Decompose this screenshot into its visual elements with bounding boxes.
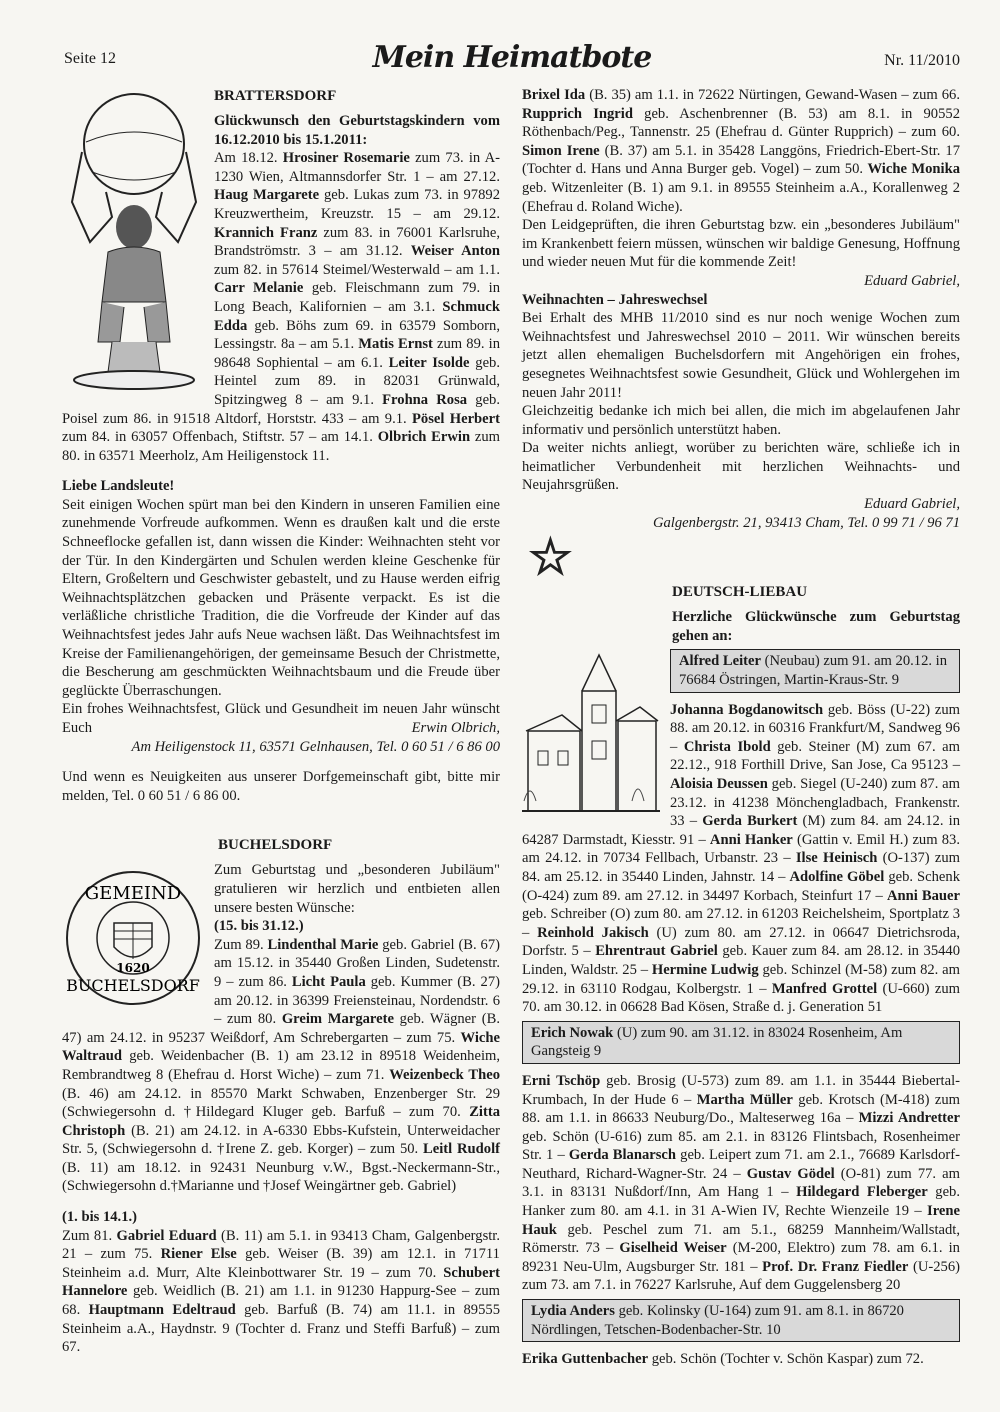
brattersdorf-heading-block <box>212 86 500 149</box>
deutschliebau-birthday-list-2: Erni Tschöp geb. Brosig (U-573) zum 89. am 1.1. in 35444 Biebertal-Krumbach, In der Hude 6 – Martha Müller geb. Krotsch (M-418) zum 88. am 1.1. in 86633 Neuburg/Do., Malteserweg 16a – Mizzi Andretter geb. Schön (U-616) zum 85. am 2.1. in 83126 Flintsbach, Rosenheimer Str. 1 – Gerda Blanarsch geb. Leipert zum 71. am 2.1., 76689 Karlsdorf-Neuthard, Richard-Wagner-Str. 24 – Gustav Gödel (O-81) zum 77. am 3.1. in 83131 Nußdorf/Inn, Am Hang 1 – Hildegard Fleberger geb. Hanker zum 80. am 4.1. in 31 A-Wien IV, Rechte Wienzeile 19 – Irene Hauk geb. Peschel zum 71. am 5.1., 68259 Mannheim/Wallstadt, Römerstr. 73 – Giselheid Weiser (M-200, Elektro) zum 78. am 6.1. in 89231 Neu-Ulm, Augsburger Str. 181 – Prof. Dr. Franz Fiedler (U-256) zum 73. am 7.1. in 76227 Karlsruhe, Auf dem Guggelensberg 20 <box>522 1072 960 1294</box>
person-name: Olbrich Erwin <box>377 429 471 446</box>
buchelsdorf-intro: Zum Geburtstag und „besonderen Jubiläum" gratulieren wir herzlich und entbieten allen unsere besten Wünsche: <box>214 862 500 916</box>
person-name: Reinhold Jakisch <box>537 924 649 941</box>
buchelsdorf-birthday-list-1: Zum 89. Lindenthal Marie geb. Gabriel (B. 67) am 15.12. in 35440 Großen Linden, Sudetenstr. 9 – zum 86. Licht Paula geb. Kummer (B. 27) am 20.12. in 36399 Freiensteinau, Nordendstr. 6 – zum 80. Greim Margarete geb. Wägner (B. 47) am 24.12. in 95237 Weißdorf, Am Schrebergarten – zum 75. Wiche Waltraud geb. Weidenbacher (B. 1) am 23.12 in 89518 Weidenheim, Rembrandtweg 8 (Ehefrau d. Horst Wiche) – zum 71. Weizenbeck Theo (B. 46) am 24.12. in 85570 Markt Schwaben, Enzenberger Str. 29 (Schwiegersohn d. †Hildegard Kluger geb. Barfuß – zum 70. Zitta Christoph (B. 21) am 24.12. in A-6330 Ebbs-Kufstein, Unterweidacher Str. 5, (Schwiegersohn d. †Irene Z. geb. Korger) – zum 50. Leitl Rudolf (B. 11) am 18.12. in 92431 Neunburg v.W., Bgst.-Neckermann-Str., (Schwiegersohn d.†Marianne und †Josef Weingärtner geb. Gabriel) <box>62 936 501 1195</box>
landsleute-wish: Ein frohes Weihnachtsfest, Glück und Gesundheit im neuen Jahr wünscht Euch Erwin Olbrich, <box>62 701 500 736</box>
deutschliebau-subtitle: Herzliche Glückwünsche zum Geburtstag gehen an: <box>672 609 960 644</box>
person-name: Frohna Rosa <box>382 391 468 408</box>
page-number: Seite 12 <box>64 50 116 67</box>
person-name: Hrosiner Rosemarie <box>282 150 410 167</box>
svg-text:1620: 1620 <box>116 961 150 976</box>
person-name: Leiter Isolde <box>388 354 470 371</box>
person-name: Hermine Ludwig <box>651 961 759 978</box>
person-name: Manfred Grottel <box>771 980 878 997</box>
person-name: Ilse Heinisch <box>795 850 878 867</box>
person-name: Wiche Monika <box>867 161 960 178</box>
person-name: Gerda Blanarsch <box>568 1147 676 1164</box>
buchelsdorf-period-2: (1. bis 14.1.) <box>62 1209 137 1226</box>
buchelsdorf-seal-emblem <box>62 867 204 1009</box>
person-name: Christa Ibold <box>683 738 771 755</box>
person-name: Brixel Ida <box>522 87 586 103</box>
person-name: Greim Margarete <box>281 1011 394 1028</box>
person-name: Haug Margarete <box>214 187 320 204</box>
person-name: Zitta Christoph <box>62 1104 500 1139</box>
brattersdorf-subtitle: Glückwunsch den Geburtstagskindern vom 16.12.2010 bis 15.1.2011: <box>214 113 500 148</box>
person-name: Gerda Burkert <box>702 813 798 830</box>
landsleute-address: Am Heiligenstock 11, 63571 Gelnhausen, Tel. 0 60 51 / 6 86 00 <box>131 738 500 755</box>
landsleute-body: Seit einigen Wochen spürt man bei den Kindern in unseren Familien eine zunehmende Vorfreude aufkommen. Wenn es draußen kalt und die erste Schneeflocke gefallen ist, dann wissen die Kinder: Weihnachten steht vor der Tür. In den Kindergärten und Schulen werden kleine Geschenke für Eltern, Großeltern und Geschwister gebastelt, und zu Hause werden eifrig Weihnachtsplätzchen gebacken und Präsente verpackt. Es ist die verläßliche christliche Tradition, die die Vorfreude der Kinder auf das Weihnachtsfest jedes Jahr aufs Neue wachsen läßt. Das Weihnachtsfest im Kreise der Familienangehörigen, der gemeinsame Besuch der Christmette, die Bescherung am geschmückten Weihnachtsbaum und die Freude über geglückte Überraschungen. <box>62 496 500 699</box>
person-name: Pösel Herbert <box>412 410 500 427</box>
church-village-illustration <box>522 651 660 821</box>
page-header <box>64 40 960 80</box>
person-name: Rupprich Ingrid <box>522 105 633 122</box>
landsleute-note: Und wenn es Neuigkeiten aus unserer Dorfgemeinschaft gibt, bitte mir melden, Tel. 0 60 51 / 6 86 00. <box>62 769 500 804</box>
landsleute-signature: Erwin Olbrich, <box>411 720 500 736</box>
person-name: Simon Irene <box>522 142 600 159</box>
star-icon: ☆ <box>528 529 573 586</box>
person-name: Weizenbeck Theo <box>389 1066 501 1083</box>
person-name: Hauptmann Edeltraud <box>88 1302 236 1319</box>
highlight-box-alfred-leiter: Alfred Leiter (Neubau) zum 91. am 20.12. in 76684 Östringen, Martin-Kraus-Str. 9 <box>670 649 960 692</box>
right-column <box>522 86 960 1369</box>
person-name: Gustav Gödel <box>746 1165 835 1182</box>
person-name: Erich Nowak <box>531 1024 614 1041</box>
brattersdorf-title: BRATTERSDORF <box>214 88 337 104</box>
buchelsdorf-birthday-list-2: Zum 81. Gabriel Eduard (B. 11) am 5.1. in 93413 Cham, Galgenbergstr. 21 – zum 75. Riener Else geb. Weiser (B. 39) am 12.1. in 71711 Steinheim a.d. Murr, Alte Kleinbottwarer Str. 19 – zum 70. Schubert Hannelore geb. Weidlich (B. 21) am 1.1. in 91230 Happurg-See – zum 68. Hauptmann Edeltraud geb. Barfuß (B. 74) am 11.1. in 89555 Steinheim a.A., Haydnstr. 9 (Tochter d. Franz und Steffi Barfuß) – zum 67. <box>62 1227 500 1356</box>
buchelsdorf-heading-block <box>218 835 500 855</box>
person-name: Giselheid Weiser <box>619 1240 727 1257</box>
person-name: Lindenthal Marie <box>267 936 379 953</box>
person-name: Anni Bauer <box>886 887 961 904</box>
deutschliebau-title: DEUTSCH-LIEBAU <box>672 584 808 601</box>
brattersdorf-birthday-list: Am 18.12. Hrosiner Rosemarie zum 73. in A-1230 Wien, Altmannsdorfer Str. 1 – am 27.12. Haug Margarete geb. Lukas zum 73. in 97892 Kreuzwertheim, Kreuzstr. 15 – am 29.12. Krannich Franz zum 83. in 76001 Karlsruhe, Brandströmstr. 3 – am 31.12. Weiser Anton zum 82. in 57614 Steimel/Westerwald – am 1.1. Carr Melanie geb. Fleischmann zum 79. in Long Beach, Kalifornien – am 3.1. Schmuck Edda geb. Böhs zum 69. in 63579 Somborn, Lessingstr. 8a – am 5.1. Matis Ernst zum 89. in 98648 Sophiental – am 6.1. Leiter Isolde geb. Heintel zum 89. in 82031 Grünwald, Spitzingweg 8 – am 9.1. Frohna Rosa geb. Poisel zum 86. in 91518 Altdorf, Horststr. 433 – am 9.1. Pösel Herbert zum 84. in 63057 Offenbach, Stiftstr. 57 – am 14.1. Olbrich Erwin zum 80. in 63571 Meerholz, Am Heiligenstock 11. <box>62 150 501 464</box>
weihnachten-p2: Gleichzeitig bedanke ich mich bei allen, die mich im abgelaufenen Jahr informativ und persönlich unterstützt haben. <box>522 403 960 438</box>
person-name: Ehrentraut Gabriel <box>595 943 718 960</box>
person-name: Hildegard Fleberger <box>796 1184 928 1201</box>
person-name: Erika Guttenbacher <box>522 1351 649 1368</box>
person-name: Leitl Rudolf <box>423 1141 500 1158</box>
highlight-box-lydia-anders: Lydia Anders geb. Kolinsky (U-164) zum 91. am 8.1. in 86720 Nördlingen, Tetschen-Bodenbacher-Str. 10 <box>522 1299 960 1342</box>
person-name: Licht Paula <box>291 973 366 990</box>
buchelsdorf-sorrow: Den Leidgeprüften, die ihren Geburtstag bzw. ein „besonderes Jubiläum" im Krankenbett feiern müssen, wünschen wir baldige Genesung, Hoffnung und wieder neuen Mut für die kommende Zeit! <box>522 217 960 271</box>
person-name: Prof. Dr. Franz Fiedler <box>762 1258 909 1275</box>
buchelsdorf-sorrow-signature: Eduard Gabriel, <box>864 272 960 289</box>
buchelsdorf-title: BUCHELSDORF <box>218 837 333 854</box>
person-name: Johanna Bogdanowitsch <box>670 701 824 718</box>
atlas-statue-illustration <box>62 92 204 392</box>
deutschliebau-birthday-list-1: Johanna Bogdanowitsch geb. Böss (U-22) zum 88. am 20.12. in 60316 Frankfurt/M, Sandweg 96 – Christa Ibold geb. Steiner (M) zum 67. am 22.12., 918 Forthill Drive, San Jose, Ca 95123 – Aloisia Deussen geb. Siegel (U-240) zum 87. am 23.12. in 41238 Mönchengladbach, Frankenstr. 33 – Gerda Burkert (M) zum 84. am 24.12. in 64287 Darmstadt, Kiesstr. 91 – Anni Hanker (Gattin v. Emil H.) zum 83. am 24.12. in 70734 Fellbach, Urbanstr. 23 – Ilse Heinisch (O-137) zum 84. am 25.12. in 35440 Linden, Jahnstr. 14 – Adolfine Göbel geb. Schenk (O-424) zum 89. am 27.12. in 34497 Korbach, Steinfurt 17 – Anni Bauer geb. Schreiber (O) zum 80. am 27.12. in 61203 Reichelsheim, Sportplatz 3 – Reinhold Jakisch (U) zum 80. am 27.12. in 06647 Dietrichsroda, Dorfstr. 5 – Ehrentraut Gabriel geb. Kauer zum 84. am 28.12. in 35440 Linden, Waldstr. 25 – Hermine Ludwig geb. Schinzel (M-58) zum 82. am 29.12. in 63110 Rodgau, Kolbergstr. 1 – Manfred Grottel (U-660) zum 70. am 30.12. in 06628 Bad Kösen, Straße d. j. Generation 51 <box>522 701 961 1016</box>
person-name: Carr Melanie <box>214 280 304 297</box>
weihnachten-signature: Eduard Gabriel, <box>864 496 960 513</box>
person-name: Aloisia Deussen <box>670 776 768 792</box>
person-name: Matis Ernst <box>358 336 433 353</box>
person-name: Alfred Leiter <box>679 653 761 670</box>
person-name: Adolfine Göbel <box>789 868 885 885</box>
deutschliebau-birthday-list-3: Erika Guttenbacher geb. Schön (Tochter v. Schön Kaspar) zum 72. <box>522 1351 924 1368</box>
weihnachten-p1: Bei Erhalt des MHB 11/2010 sind es nur noch wenige Wochen zum Weihnachtsfest und Jahreswechsel 2010 – 2011. Wir wünschen bereits jetzt allen ehemaligen Buchelsdorfern mit Angehörigen ein frohes, gesegnetes Weihnachtsfest sowie Gesundheit, Glück und Wohlergehen im neuen Jahr 2011! <box>522 310 960 401</box>
landsleute-title: Liebe Landsleute! <box>62 478 175 495</box>
highlight-box-erich-nowak: Erich Nowak (U) zum 90. am 31.12. in 83024 Rosenheim, Am Gangsteig 9 <box>522 1021 960 1064</box>
svg-text:GEMEIND: GEMEIND <box>84 883 182 905</box>
weihnachten-title: Weihnachten – Jahreswechsel <box>522 291 708 308</box>
person-name: Irene Hauk <box>522 1203 960 1238</box>
person-name: Martha Müller <box>696 1091 793 1108</box>
svg-text:BUCHELSDORF: BUCHELSDORF <box>66 976 200 996</box>
person-name: Gabriel Eduard <box>116 1227 217 1244</box>
masthead-logo: Mein Heimatbote <box>372 40 652 75</box>
person-name: Weiser Anton <box>410 243 500 260</box>
person-name: Schubert Hannelore <box>62 1264 500 1300</box>
weihnachten-p3: Da weiter nichts anliegt, worüber zu berichten wäre, schließe ich in heimatlicher Verbundenheit mit herzlichen Weihnachts- und Neujahrsgrüßen. <box>522 440 960 494</box>
weihnachten-address: Galgenbergstr. 21, 93413 Cham, Tel. 0 99 71 / 96 71 <box>652 514 960 531</box>
buchelsdorf-period-1: (15. bis 31.12.) <box>214 918 304 935</box>
issue-number: Nr. 11/2010 <box>884 52 960 69</box>
person-name: Krannich Franz <box>214 224 318 241</box>
deutschliebau-heading-block <box>672 582 960 645</box>
left-column <box>62 86 501 1356</box>
person-name: Anni Hanker <box>709 831 793 848</box>
person-name: Lydia Anders <box>531 1303 615 1320</box>
buchelsdorf-birthday-list-2-continued: Brixel Ida (B. 35) am 1.1. in 72622 Nürtingen, Gewand-Wasen – zum 66. Rupprich Ingrid geb. Aschenbrenner (B. 53) am 8.1. in 90552 Röthenbach/Peg., Tannenstr. 25 (Ehefrau d. Günter Rupprich) – zum 60. Simon Irene (B. 37) am 5.1. in 35428 Langgöns, Friedrich-Ebert-Str. 17 (Tochter d. Hans und Anna Burger geb. Vogel) – zum 50. Wiche Monika geb. Witzenleiter (B. 1) am 9.1. in 89555 Steinheim a.A., Korallenweg 2 (Ehefrau d. Roland Wiche). <box>522 87 961 215</box>
person-name: Schmuck Edda <box>214 298 500 334</box>
person-name: Mizzi Andretter <box>858 1110 960 1127</box>
person-name: Erni Tschöp <box>522 1072 601 1089</box>
person-name: Riener Else <box>160 1246 237 1263</box>
person-name: Wiche Waltraud <box>62 1029 500 1065</box>
